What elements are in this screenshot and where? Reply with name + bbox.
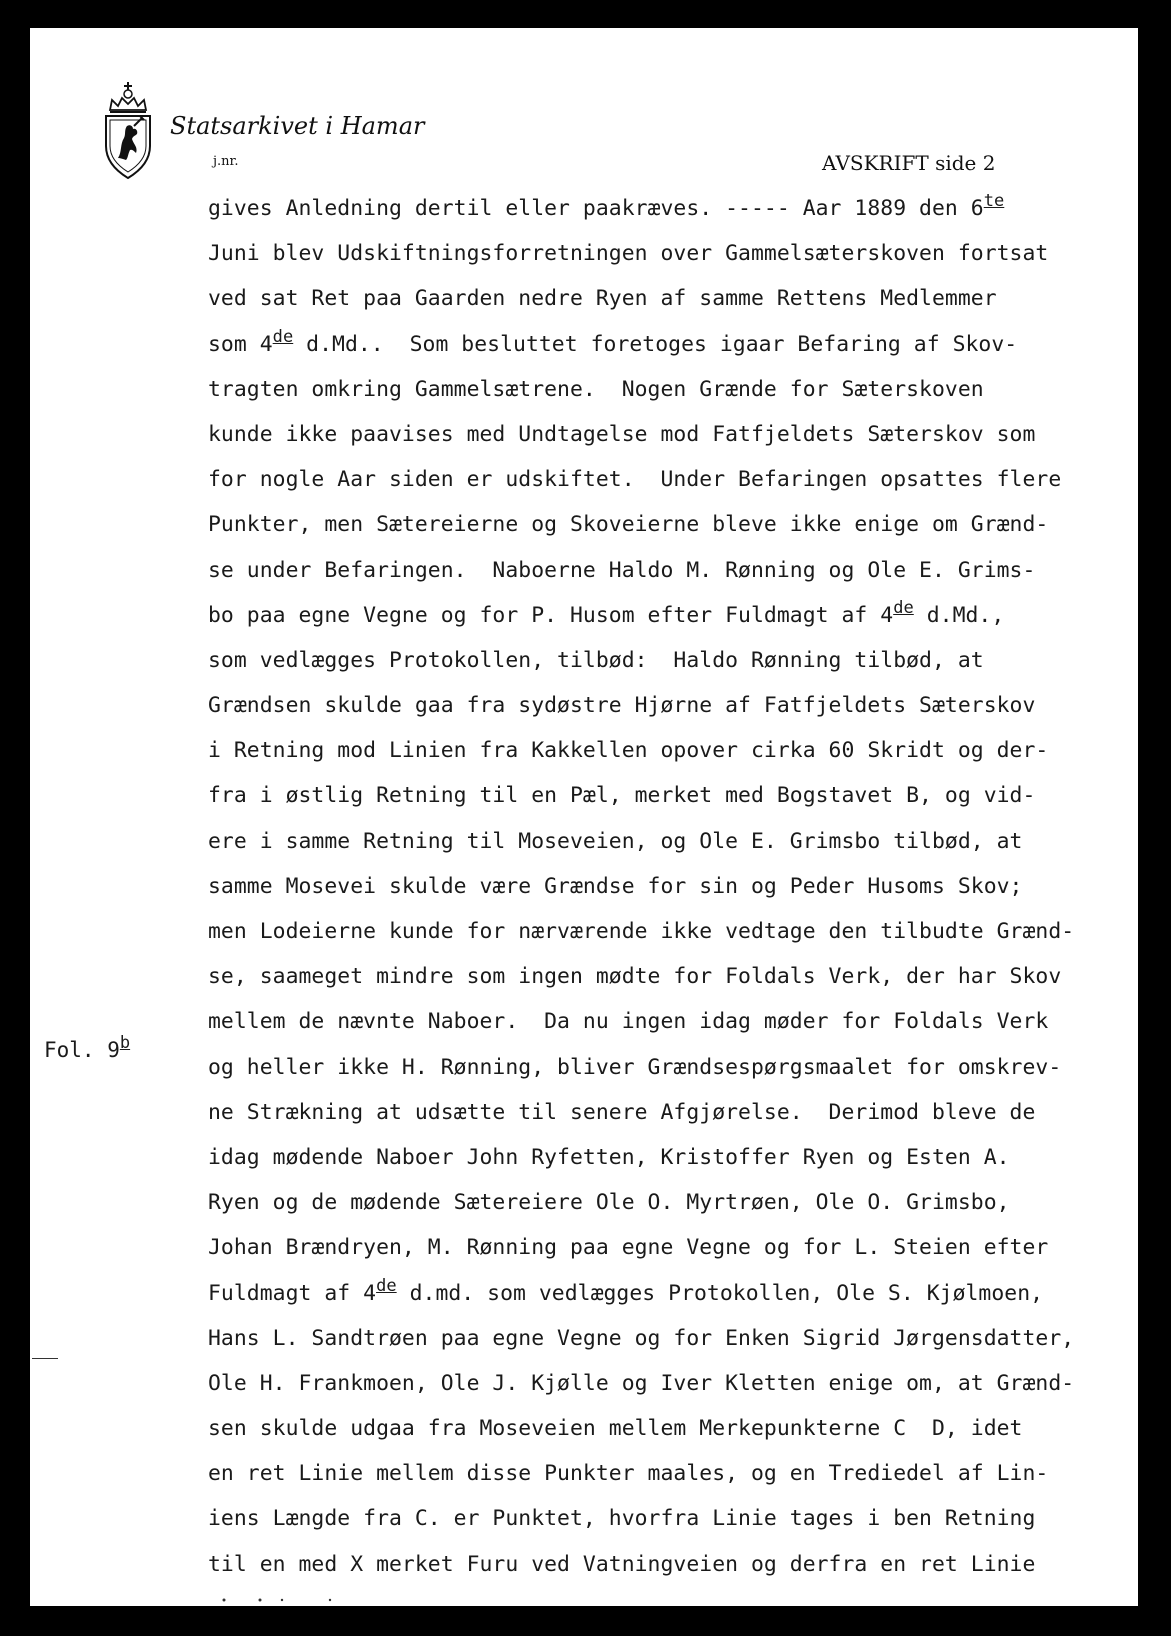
text-line bbox=[208, 1406, 1074, 1451]
line-text-continued: d.md. som vedlægges Protokollen, Ole S. Kjølmoen, bbox=[396, 1280, 1044, 1306]
line-text: fra i østlig Retning til en Pæl, merket med Bogstavet B, og vid- bbox=[208, 783, 1036, 809]
text-line bbox=[208, 909, 1074, 954]
copy-page-header bbox=[822, 151, 995, 175]
line-text: ere i samme Retning til Moseveien, og Ole E. Grimsbo tilbød, at bbox=[208, 828, 1023, 854]
line-text: sen skulde udgaa fra Moseveien mellem Merkepunkterne C D, idet bbox=[208, 1416, 1023, 1442]
line-text-continued: d.Md., bbox=[913, 602, 1005, 628]
line-text: Fuldmagt af 4 bbox=[208, 1280, 377, 1306]
line-text: se, saameget mindre som ingen mødte for Foldals Verk, der har Skov bbox=[208, 964, 1062, 990]
text-line bbox=[208, 1542, 1074, 1587]
folio-note bbox=[44, 1033, 131, 1062]
text-line bbox=[208, 502, 1074, 547]
text-line bbox=[208, 1180, 1074, 1225]
text-line bbox=[208, 276, 1074, 321]
line-text: for nogle Aar siden er udskiftet. Under Befaringen opsattes flere bbox=[208, 467, 1062, 493]
line-text: og heller ikke H. Rønning, bliver Grændsespørgsmaalet for omskrev- bbox=[208, 1054, 1062, 1080]
line-text: iens Længde fra C. er Punktet, hvorfra Linie tages i ben Retning bbox=[208, 1506, 1036, 1532]
line-text: som vedlægges Protokollen, tilbød: Haldo Rønning tilbød, at bbox=[208, 647, 984, 673]
line-text: Johan Brændryen, M. Rønning paa egne Vegne og for L. Steien efter bbox=[208, 1235, 1049, 1261]
line-text-continued: d.Md.. Som besluttet foretoges igaar Befaring af Skov- bbox=[293, 331, 1018, 357]
text-line bbox=[208, 412, 1074, 457]
journal-number-label: j.nr. bbox=[213, 154, 239, 169]
text-line bbox=[208, 457, 1074, 502]
line-text: i Retning mod Linien fra Kakkellen opover cirka 60 Skridt og der- bbox=[208, 738, 1049, 764]
line-text: samme Mosevei skulde være Grændse for sin og Peder Husoms Skov; bbox=[208, 873, 1023, 899]
text-line bbox=[208, 1090, 1074, 1135]
text-line bbox=[208, 367, 1074, 412]
line-text: se under Befaringen. Naboerne Haldo M. Rønning og Ole E. Grims- bbox=[208, 557, 1036, 583]
text-line bbox=[208, 186, 1074, 231]
line-text: Grændsen skulde gaa fra sydøstre Hjørne af Fatfjeldets Sæterskov bbox=[208, 693, 1036, 719]
text-line bbox=[208, 773, 1074, 818]
line-text: kunde ikke paavises med Undtagelse mod Fatfjeldets Sæterskov som bbox=[208, 421, 1036, 447]
line-text: gives Anledning dertil eller paakræves. ----- Aar 1889 den 6 bbox=[208, 196, 984, 221]
line-text: Punkter, men Sætereierne og Skoveierne bleve ikke enige om Grænd- bbox=[208, 512, 1049, 538]
text-line bbox=[208, 1361, 1074, 1406]
line-text: Hans L. Sandtrøen paa egne Vegne og for Enken Sigrid Jørgensdatter, bbox=[208, 1325, 1075, 1351]
text-line bbox=[208, 1271, 1074, 1316]
text-line bbox=[208, 954, 1074, 999]
folio-superscript: b bbox=[119, 1033, 131, 1053]
line-text: til en med X merket Furu ved Vatningveien og derfra en ret Linie bbox=[208, 1551, 1036, 1577]
norwegian-coat-of-arms-logo bbox=[100, 80, 156, 180]
text-line bbox=[208, 819, 1074, 864]
text-line bbox=[208, 593, 1074, 638]
text-line bbox=[208, 683, 1074, 728]
ordinal-superscript: de bbox=[272, 326, 294, 347]
text-line bbox=[208, 638, 1074, 683]
text-line bbox=[208, 1135, 1074, 1180]
line-text: mellem de nævnte Naboer. Da nu ingen idag møder for Foldals Verk bbox=[208, 1009, 1049, 1035]
text-line bbox=[208, 322, 1074, 367]
copy-label: AVSKRIFT side bbox=[822, 151, 977, 175]
line-text: ne Strækning at udsætte til senere Afgjørelse. Derimod bleve de bbox=[208, 1099, 1036, 1125]
text-line bbox=[208, 1316, 1074, 1361]
line-text: bo paa egne Vegne og for P. Husom efter Fuldmagt af 4 bbox=[208, 602, 894, 628]
bottom-edge-marks bbox=[220, 1598, 340, 1602]
ordinal-superscript: de bbox=[376, 1275, 397, 1296]
text-line bbox=[208, 728, 1074, 773]
ordinal-superscript: de bbox=[893, 597, 914, 618]
text-line bbox=[208, 1451, 1074, 1496]
text-line bbox=[208, 231, 1074, 276]
text-line bbox=[208, 548, 1074, 593]
ordinal-superscript: te bbox=[983, 191, 1005, 211]
document-page bbox=[30, 28, 1138, 1606]
line-text: idag mødende Naboer John Ryfetten, Kristoffer Ryen og Esten A. bbox=[208, 1144, 1010, 1170]
line-text: tragten omkring Gammelsætrene. Nogen Grænde for Sæterskoven bbox=[208, 376, 984, 402]
line-text: som 4 bbox=[208, 331, 273, 357]
line-text: men Lodeierne kunde for nærværende ikke vedtage den tilbudte Grænd- bbox=[208, 919, 1075, 944]
text-line bbox=[208, 864, 1074, 909]
line-text: Ole H. Frankmoen, Ole J. Kjølle og Iver Kletten enige om, at Grænd- bbox=[208, 1370, 1075, 1396]
page-number: 2 bbox=[982, 151, 996, 175]
line-text: Ryen og de mødende Sætereiere Ole O. Myrtrøen, Ole O. Grimsbo, bbox=[208, 1190, 1010, 1216]
line-text: Juni blev Udskiftningsforretningen over Gammelsæterskoven fortsat bbox=[208, 241, 1049, 267]
archive-name: Statsarkivet i Hamar bbox=[170, 112, 425, 140]
line-text: ved sat Ret paa Gaarden nedre Ryen af samme Rettens Medlemmer bbox=[208, 286, 997, 312]
line-text: en ret Linie mellem disse Punkter maales, og en Trediedel af Lin- bbox=[208, 1461, 1049, 1487]
text-line bbox=[208, 1496, 1074, 1541]
text-line bbox=[208, 1045, 1074, 1090]
folio-label: Fol. 9 bbox=[44, 1038, 120, 1062]
transcription-body bbox=[208, 186, 1074, 1587]
margin-dash bbox=[32, 1358, 58, 1359]
text-line bbox=[208, 1225, 1074, 1270]
text-line bbox=[208, 999, 1074, 1044]
